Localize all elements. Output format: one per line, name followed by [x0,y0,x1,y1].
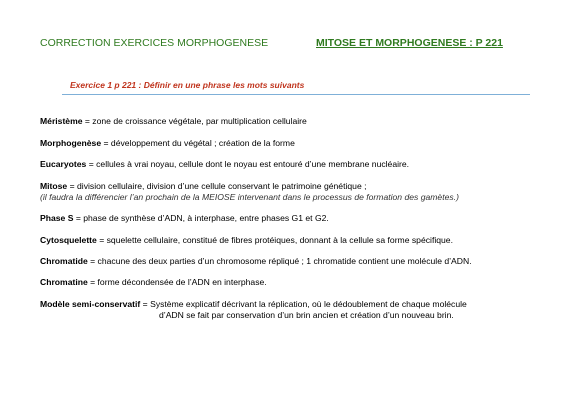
definition-cytosquelette [40,235,453,246]
definition-chromatine [40,277,267,288]
definition-text: = division cellulaire, division d’une cellule conservant le patrimoine génétique ; [67,181,367,191]
definition-text: = chacune des deux parties d’un chromosome répliqué ; 1 chromatide contient une molécule d’ADN. [87,256,472,266]
modele-continuation: d’ADN se fait par conservation d’un brin ancien et création d’un nouveau brin. [159,310,454,320]
definition-text: = forme décondensée de l’ADN en interphase. [87,277,267,287]
chapter-title: MITOSE ET MORPHOGENESE : P 221 [316,37,503,49]
definition-meristeme [40,116,307,127]
exercise-title: Exercice 1 p 221 : Définir en une phrase les mots suivants [70,80,305,90]
definition-chromatide [40,256,472,267]
definition-text: = cellules à vrai noyau, cellule dont le noyau est entouré d’une membrane nucléaire. [86,159,410,169]
correction-title: CORRECTION EXERCICES MORPHOGENESE [40,37,269,49]
definition-term: Eucaryotes [40,159,87,169]
definition-text: = zone de croissance végétale, par multiplication cellulaire [82,116,307,126]
definition-text: = Système explicatif décrivant la réplication, où le dédoublement de chaque molécule [140,299,467,309]
definition-term: Cytosquelette [40,235,97,245]
definition-text: = squelette cellulaire, constitué de fibres protéiques, donnant à la cellule sa forme spécifique. [96,235,453,245]
definition-term: Chromatide [40,256,88,266]
definition-term: Modèle semi-conservatif [40,299,141,309]
definition-term: Morphogenèse [40,138,102,148]
exercise-divider [62,94,530,95]
definition-term: Phase S [40,213,74,223]
definition-term: Chromatine [40,277,88,287]
definition-eucaryotes [40,159,409,170]
definition-term: Mitose [40,181,68,191]
definition-text: = phase de synthèse d’ADN, à interphase, entre phases G1 et G2. [73,213,329,223]
mitose-note: (il faudra la différencier l’an prochain de la MEIOSE intervenant dans le processus de formation des gamètes.) [40,192,459,202]
definition-phase-s [40,213,329,224]
definition-morphogenese [40,138,295,149]
definition-modele-semi-conservatif [40,299,467,310]
definition-term: Méristème [40,116,83,126]
definition-mitose [40,181,367,192]
definition-text: = développement du végétal ; création de la forme [101,138,295,148]
